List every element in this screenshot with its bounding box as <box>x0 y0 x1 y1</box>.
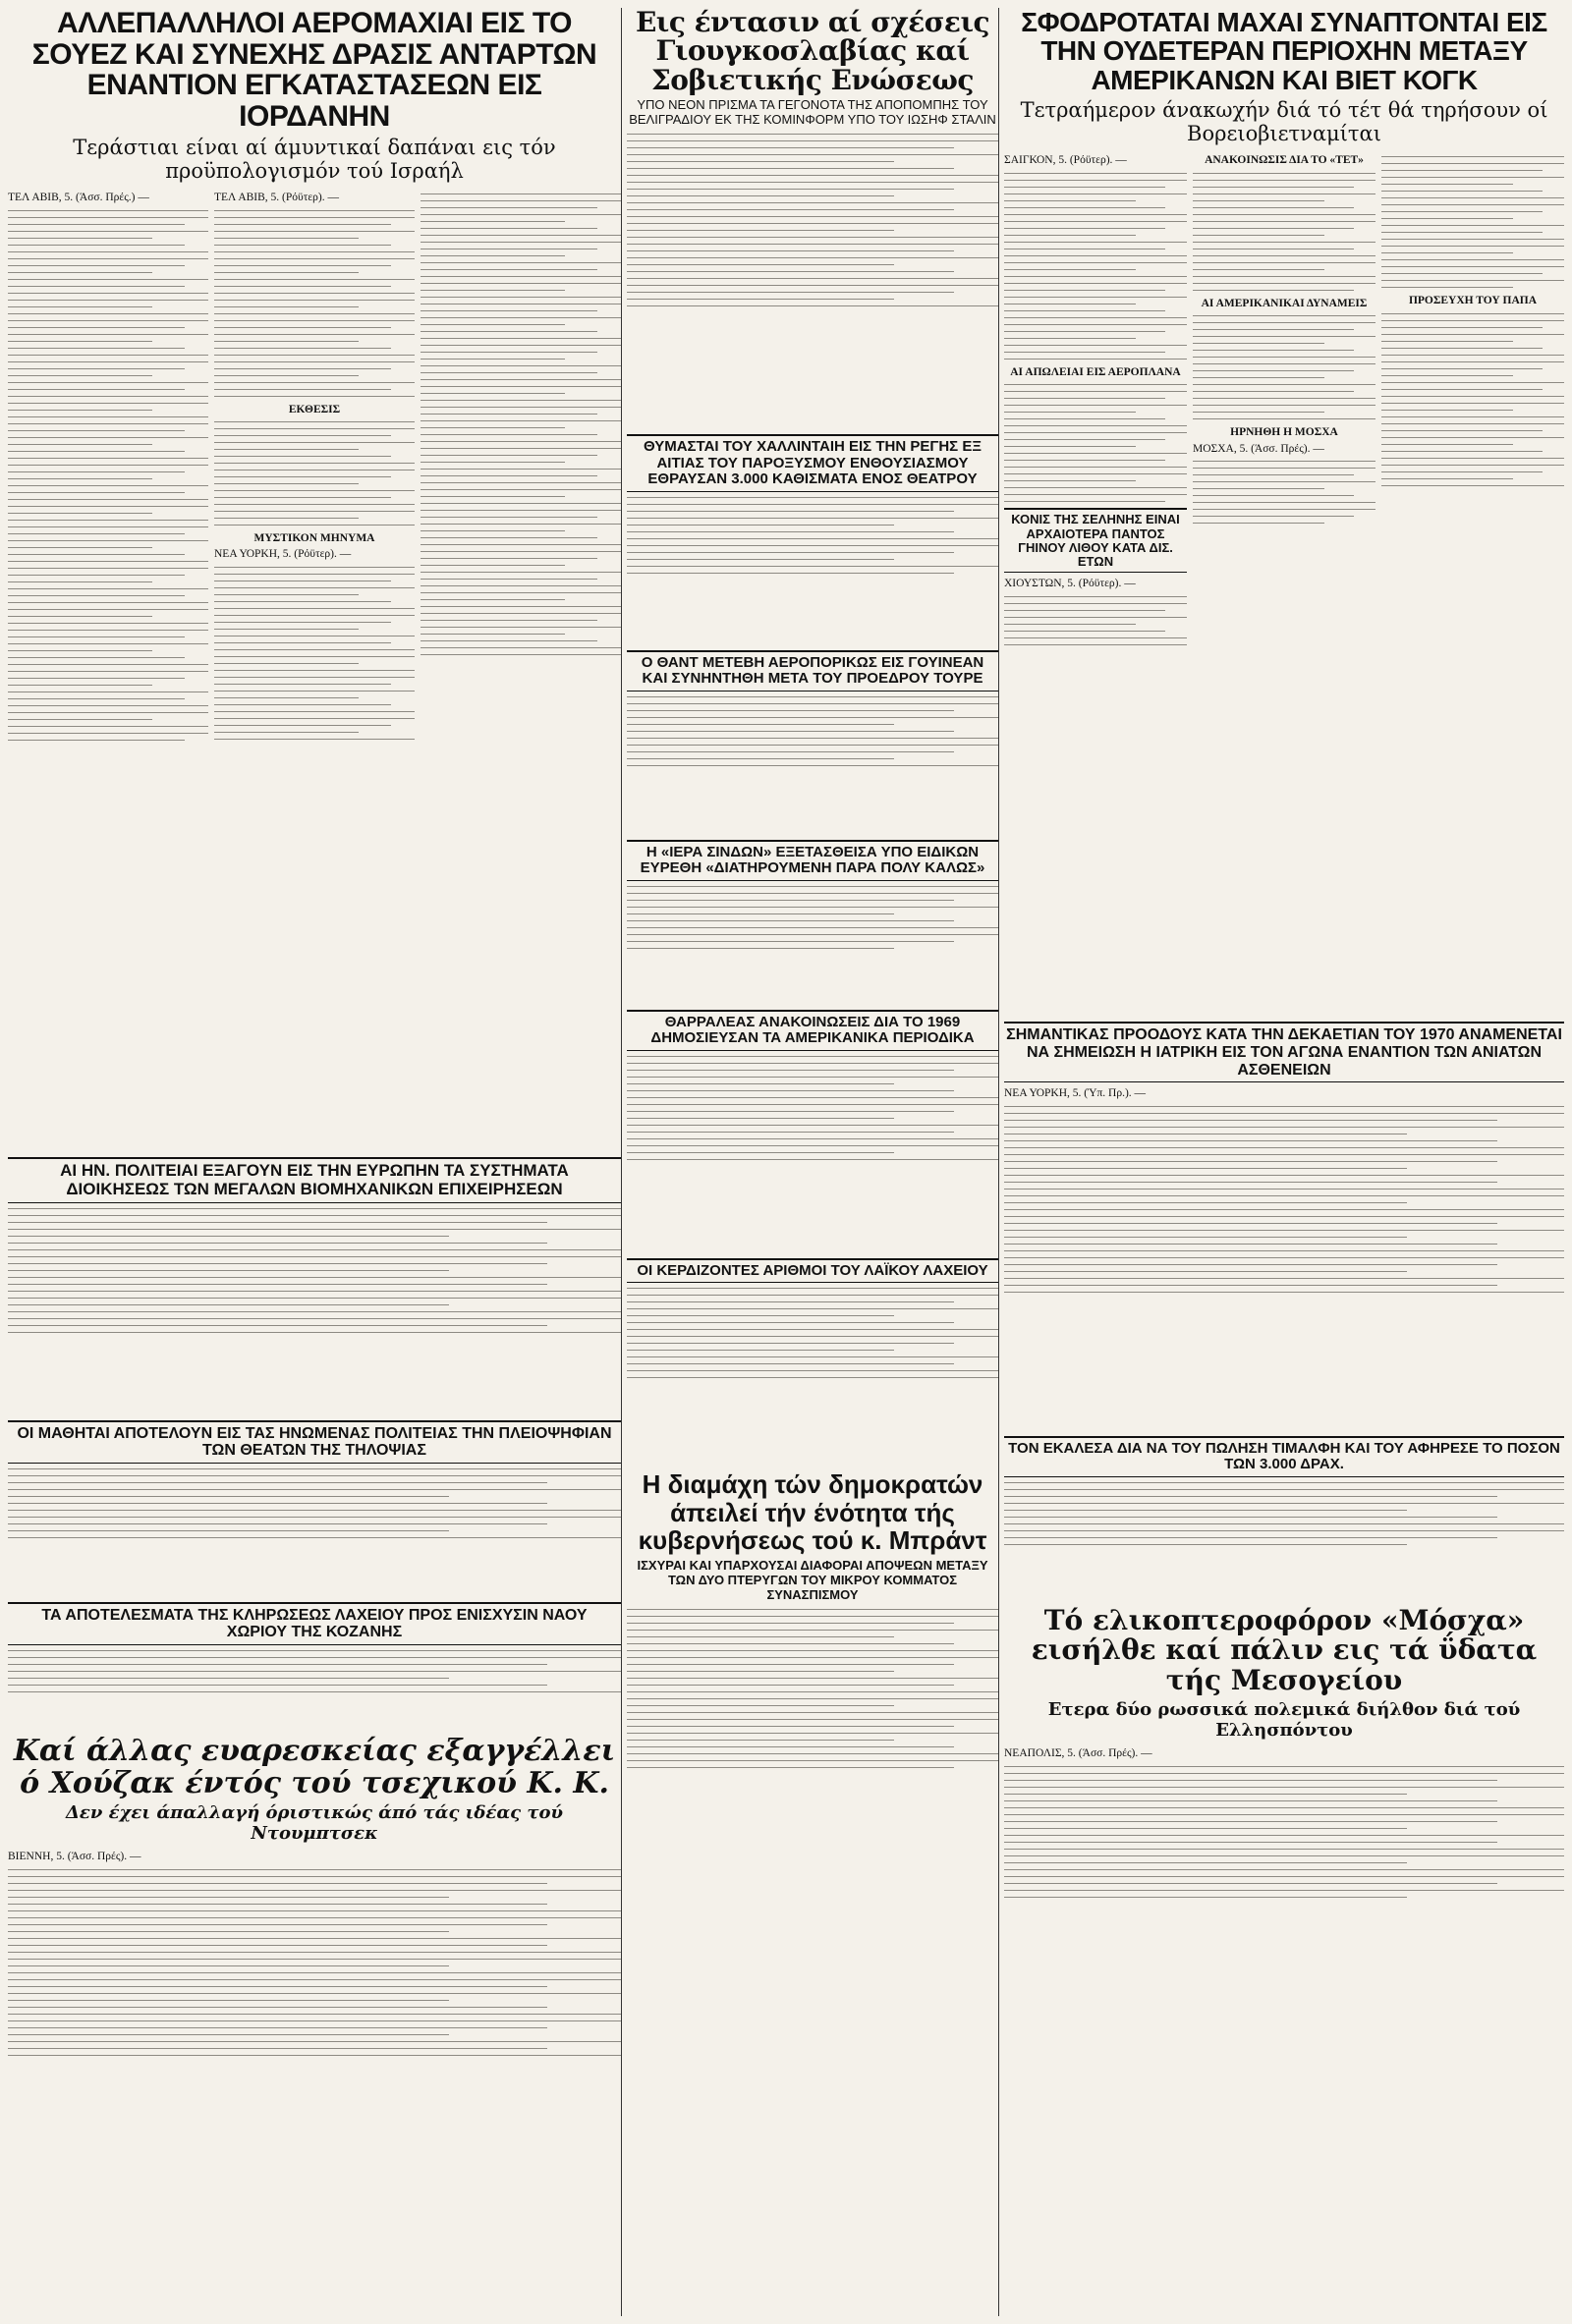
body-text-placeholder <box>627 1056 998 1252</box>
left-headline: ΑΛΛΕΠΑΛΛΗΛΟΙ ΑΕΡΟΜΑΧΙΑΙ ΕΙΣ ΤΟ ΣΟΥΕΖ ΚΑΙ ΣΥΝΕΧΗΣ ΔΡΑΣΙΣ ΑΝΤΑΡΤΩΝ ΕΝΑΝΤΙΟΝ ΕΓΚΑΤΑΣΤΑΣΕΩΝ ΕΙΣ ΙΟΡΔΑΝΗΝ <box>31 8 597 133</box>
right-subhead: Τετραήμερον άνακωχήν διά τό τέτ θά τηρήσουν οί Βορειοβιετναμίται <box>1020 98 1548 146</box>
section-head: ΕΚΘΕΣΙΣ <box>288 403 341 415</box>
right-section-4-title: ΣΗΜΑΝΤΙΚΑΣ ΠΡΟΟΔΟΥΣ ΚΑΤΑ ΤΗΝ ΔΕΚΑΕΤΙΑΝ ΤΟΥ 1970 ΑΝΑΜΕΝΕΤΑΙ ΝΑ ΣΗΜΕΙΩΣΗ Η ΙΑΤΡΙΚΗ ΕΙΣ ΤΟΝ ΑΓΩΝΑ ΕΝΑΝΤΙΟΝ ΤΩΝ ΑΝΙΑΤΩΝ ΑΣΘΕΝΕΙΩΝ <box>1004 1022 1564 1082</box>
body-text-placeholder <box>1004 1766 1564 1898</box>
body-text-placeholder <box>1193 315 1376 419</box>
body-text-placeholder <box>8 1650 621 1729</box>
lottery-numbers-placeholder <box>627 1288 998 1465</box>
right-body-col-3 <box>1381 151 1564 1016</box>
middle-headline: Εις έντασιν αί σχέσεις Γιουγκοσλαβίας καί Σοβιετικής Ενώσεως <box>635 8 990 96</box>
middle-section-7-subtitle: ΙΣΧΥΡΑΙ ΚΑΙ ΥΠΑΡΧΟΥΣΑΙ ΔΙΑΦΟΡΑΙ ΑΠΟΨΕΩΝ ΜΕΤΑΞΥ ΤΩΝ ΔΥΟ ΠΤΕΡΥΓΩΝ ΤΟΥ ΜΙΚΡΟΥ ΚΟΜΜΑΤΟΣ ΣΥΝΑΣΠΙΣΜΟΥ <box>637 1557 988 1602</box>
right-body-col-2 <box>1193 151 1376 1016</box>
left-section-5-title: Καί άλλας ευαρεσκείας εξαγγέλλει ό Χούζακ έντός τού τσεχικού Κ. Κ. <box>13 1734 616 1801</box>
dateline: ΤΕΛ ΑΒΙΒ, 5. (Ρόϋτερ). — <box>214 192 339 204</box>
body-text-placeholder <box>8 210 208 741</box>
body-text-placeholder <box>1004 1482 1564 1600</box>
middle-section-4-title: Η «ΙΕΡΑ ΣΙΝΔΩΝ» ΕΞΕΤΑΣΘΕΙΣΑ ΥΠΟ ΕΙΔΙΚΩΝ ΕΥΡΕΘΗ «ΔΙΑΤΗΡΟΥΜΕΝΗ ΠΑΡΑ ΠΟΛΥ ΚΑΛΩΣ» <box>627 840 998 881</box>
left-section-3-title: ΟΙ ΜΑΘΗΤΑΙ ΑΠΟΤΕΛΟΥΝ ΕΙΣ ΤΑΣ ΗΝΩΜΕΝΑΣ ΠΟΛΙΤΕΙΑΣ ΤΗΝ ΠΛΕΙΟΨΗΦΙΑΝ ΤΩΝ ΘΕΑΤΩΝ ΤΗΣ ΤΗΛΟΨΙΑΣ <box>8 1420 621 1464</box>
body-text-placeholder <box>1004 596 1187 645</box>
middle-column-block <box>627 8 999 2316</box>
body-text-placeholder <box>214 421 415 526</box>
right-section-6-title: Τό ελικοπτεροφόρον «Μόσχα» εισήλθε καί πάλιν εις τά ΰδατα τής Μεσογείου <box>1031 1603 1538 1697</box>
body-text-placeholder <box>1004 1106 1564 1430</box>
dateline: ΧΙΟΥΣΤΩΝ, 5. (Ρόϋτερ). — <box>1004 578 1136 590</box>
left-section-5-subtitle: Δεν έχει άπαλλαγή όριστικώς άπό τάς ιδέας τού Ντουμπτσεκ <box>65 1802 564 1844</box>
right-body-col-1 <box>1004 151 1187 1016</box>
section-head: ΗΡΝΗΘΗ Η ΜΟΣΧΑ <box>1230 426 1338 439</box>
body-text-placeholder <box>214 210 415 397</box>
body-text-placeholder <box>627 497 998 644</box>
left-subhead: Τεράστιαι είναι αί άμυντικαί δαπάναι εις τόν προϋπολογισμόν τού Ισραήλ <box>73 136 556 184</box>
newspaper-page <box>8 8 1564 2316</box>
body-text-placeholder <box>1004 173 1187 360</box>
left-body-col-3 <box>421 189 621 1151</box>
body-text-placeholder <box>627 696 998 834</box>
section-head: ΑΙ ΑΠΩΛΕΙΑΙ ΕΙΣ ΑΕΡΟΠΛΑΝΑ <box>1010 365 1181 378</box>
body-text-placeholder <box>1193 173 1376 291</box>
section-head: ΑΝΑΚΟΙΝΩΣΙΣ ΔΙΑ ΤΟ «ΤΕΤ» <box>1205 154 1364 167</box>
middle-section-7-title: Η διαμάχη τών δημοκρατών άπειλεί τήν ένότητα τής κυβερνήσεως τού κ. Μπράντ <box>638 1469 987 1556</box>
body-text-placeholder <box>1193 461 1376 524</box>
dateline: ΤΕΛ ΑΒΙΒ, 5. (Άσσ. Πρές.) — <box>8 192 149 204</box>
body-text-placeholder <box>214 567 415 740</box>
body-text-placeholder <box>1381 156 1564 288</box>
middle-section-3-title: Ο ΘΑΝΤ ΜΕΤΕΒΗ ΑΕΡΟΠΟΡΙΚΩΣ ΕΙΣ ΓΟΥΙΝΕΑΝ ΚΑΙ ΣΥΝΗΝΤΗΘΗ ΜΕΤΑ ΤΟΥ ΠΡΟΕΔΡΟΥ ΤΟΥΡΕ <box>627 650 998 692</box>
section-head: ΜΥΣΤΙΚΟΝ ΜΗΝΥΜΑ <box>253 532 375 545</box>
body-text-placeholder <box>8 1208 621 1414</box>
left-section-4-title: ΤΑ ΑΠΟΤΕΛΕΣΜΑΤΑ ΤΗΣ ΚΛΗΡΩΣΕΩΣ ΛΑΧΕΙΟΥ ΠΡΟΣ ΕΝΙΣΧΥΣΙΝ ΝΑΟΥ ΧΩΡΙΟΥ ΤΗΣ ΚΟΖΑΝΗΣ <box>8 1602 621 1645</box>
body-text-placeholder <box>8 1869 621 2056</box>
middle-section-2-title: ΘΥΜΑΣΤΑΙ ΤΟΥ ΧΑΛΛΙΝΤΑΙΗ ΕΙΣ ΤΗΝ ΡΕΓΗΣ ΕΞ ΑΙΤΙΑΣ ΤΟΥ ΠΑΡΟΞΥΣΜΟΥ ΕΝΘΟΥΣΙΑΣΜΟΥ ΕΘΡΑΥΣΑΝ 3.000 ΚΑΘΙΣΜΑΤΑ ΕΝΟΣ ΘΕΑΤΡΟΥ <box>627 434 998 492</box>
left-body-col-1 <box>8 189 208 1151</box>
section-head: ΠΡΟΣΕΥΧΗ ΤΟΥ ΠΑΠΑ <box>1408 295 1538 307</box>
right-column-block <box>1004 8 1564 2316</box>
body-text-placeholder <box>627 134 998 428</box>
dateline: ΒΙΕΝΝΗ, 5. (Άσσ. Πρές). — <box>8 1851 141 1863</box>
left-body-columns <box>8 189 621 1151</box>
body-text-placeholder <box>1381 313 1564 486</box>
right-section-2-title: ΚΟΝΙΣ ΤΗΣ ΣΕΛΗΝΗΣ ΕΙΝΑΙ ΑΡΧΑΙΟΤΕΡΑ ΠΑΝΤΟΣ ΓΗΙΝΟΥ ΛΙΘΟΥ ΚΑΤΑ ΔΙΣ. ΕΤΩΝ <box>1004 508 1187 573</box>
right-section-5-title: ΤΟΝ ΕΚΑΛΕΣΑ ΔΙΑ ΝΑ ΤΟΥ ΠΩΛΗΣΗ ΤΙΜΑΛΦΗ ΚΑΙ ΤΟΥ ΑΦΗΡΕΣΕ ΤΟ ΠΟΣΟΝ ΤΩΝ 3.000 ΔΡΑΧ. <box>1004 1436 1564 1477</box>
dateline: ΝΕΑ ΥΟΡΚΗ, 5. (Ρόϋτερ). — <box>214 548 352 561</box>
left-column-block <box>8 8 622 2316</box>
right-headline: ΣΦΟΔΡΟΤΑΤΑΙ ΜΑΧΑΙ ΣΥΝΑΠΤΟΝΤΑΙ ΕΙΣ ΤΗΝ ΟΥΔΕΤΕΡΑΝ ΠΕΡΙΟΧΗΝ ΜΕΤΑΞΥ ΑΜΕΡΙΚΑΝΩΝ ΚΑΙ ΒΙΕΤ ΚΟΓΚ <box>1021 8 1547 95</box>
dateline: ΝΕΑ ΥΟΡΚΗ, 5. (Ύπ. Πρ.). — <box>1004 1087 1147 1100</box>
middle-subhead: ΥΠΟ ΝΕΟΝ ΠΡΙΣΜΑ ΤΑ ΓΕΓΟΝΟΤΑ ΤΗΣ ΑΠΟΠΟΜΠΗΣ ΤΟΥ ΒΕΛΙΓΡΑΔΙΟΥ ΕΚ ΤΗΣ ΚΟΜΙΝΦΟΡΜ ΥΠΟ ΤΟΥ ΙΩΣΗΦ ΣΤΑΛΙΝ <box>629 97 996 128</box>
middle-section-6-title: ΟΙ ΚΕΡΔΙΖΟΝΤΕΣ ΑΡΙΘΜΟΙ ΤΟΥ ΛΑΪΚΟΥ ΛΑΧΕΙΟΥ <box>627 1258 998 1284</box>
section-head: ΑΙ ΑΜΕΡΙΚΑΝΙΚΑΙ ΔΥΝΑΜΕΙΣ <box>1201 297 1368 309</box>
dateline: ΝΕΑΠΟΛΙΣ, 5. (Άσσ. Πρές). — <box>1004 1747 1152 1760</box>
dateline: ΣΑΙΓΚΟΝ, 5. (Ρόϋτερ). — <box>1004 154 1127 167</box>
left-body-col-2 <box>214 189 415 1151</box>
right-body-columns <box>1004 151 1564 1016</box>
body-text-placeholder <box>1004 384 1187 502</box>
middle-section-5-title: ΘΑΡΡΑΛΕΑΣ ΑΝΑΚΟΙΝΩΣΕΙΣ ΔΙΑ ΤΟ 1969 ΔΗΜΟΣΙΕΥΣΑΝ ΤΑ ΑΜΕΡΙΚΑΝΙΚΑ ΠΕΡΙΟΔΙΚΑ <box>627 1010 998 1051</box>
body-text-placeholder <box>627 886 998 1004</box>
left-section-2-title: ΑΙ ΗΝ. ΠΟΛΙΤΕΙΑΙ ΕΞΑΓΟΥΝ ΕΙΣ ΤΗΝ ΕΥΡΩΠΗΝ ΤΑ ΣΥΣΤΗΜΑΤΑ ΔΙΟΙΚΗΣΕΩΣ ΤΩΝ ΜΕΓΑΛΩΝ ΒΙΟΜΗΧΑΝΙΚΩΝ ΕΠΙΧΕΙΡΗΣΕΩΝ <box>8 1157 621 1202</box>
body-text-placeholder <box>627 1609 998 1768</box>
body-text-placeholder <box>421 194 621 655</box>
body-text-placeholder <box>8 1468 621 1596</box>
right-section-6-subtitle: Ετερα δύο ρωσσικά πολεμικά διήλθον διά τού Ελλησπόντου <box>1047 1699 1521 1741</box>
dateline: ΜΟΣΧΑ, 5. (Άσσ. Πρές). — <box>1193 442 1324 455</box>
